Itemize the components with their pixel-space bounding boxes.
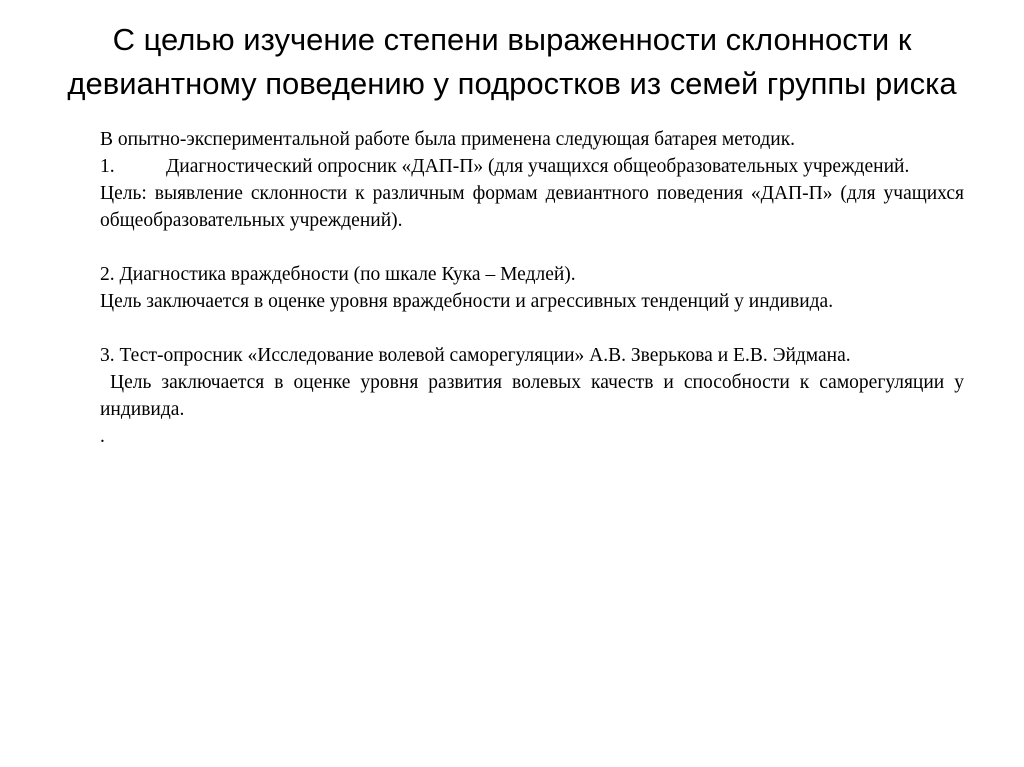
slide-title-line-2: девиантному поведению у подростков из семей группы риска: [67, 66, 957, 101]
method-2-goal: Цель заключается в оценке уровня враждебности и агрессивных тенденций у индивида.: [100, 291, 834, 312]
slide-title-line-1: С целью изучение степени выраженности склонности к: [112, 22, 912, 57]
method-3-name: 3. Тест-опросник «Исследование волевой саморегуляции» А.В. Зверькова и Е.В. Эйдмана.: [100, 345, 851, 366]
method-1-goal: Цель: выявление склонности к различным формам девиантного поведения «ДАП-П» (для учащихся общеобразовательных учреждений).: [100, 183, 964, 231]
method-1-name: [100, 153, 964, 180]
method-2-name: 2. Диагностика враждебности (по шкале Кука – Медлей).: [100, 264, 576, 285]
slide-title: [60, 18, 964, 106]
method-1-number: 1.: [100, 156, 115, 177]
method-1-name-text: Диагностический опросник «ДАП-П» (для учащихся общеобразовательных учреждений.: [166, 156, 910, 177]
paragraph-gap: [100, 234, 964, 261]
method-3-goal: Цель заключается в оценке уровня развития волевых качеств и способности к саморегуляции у индивида.: [100, 372, 969, 420]
slide-body: [100, 126, 969, 450]
trailing-dot: .: [100, 426, 105, 447]
intro-text: В опытно-экспериментальной работе была применена следующая батарея методик.: [100, 129, 796, 150]
paragraph-gap: [100, 315, 964, 342]
